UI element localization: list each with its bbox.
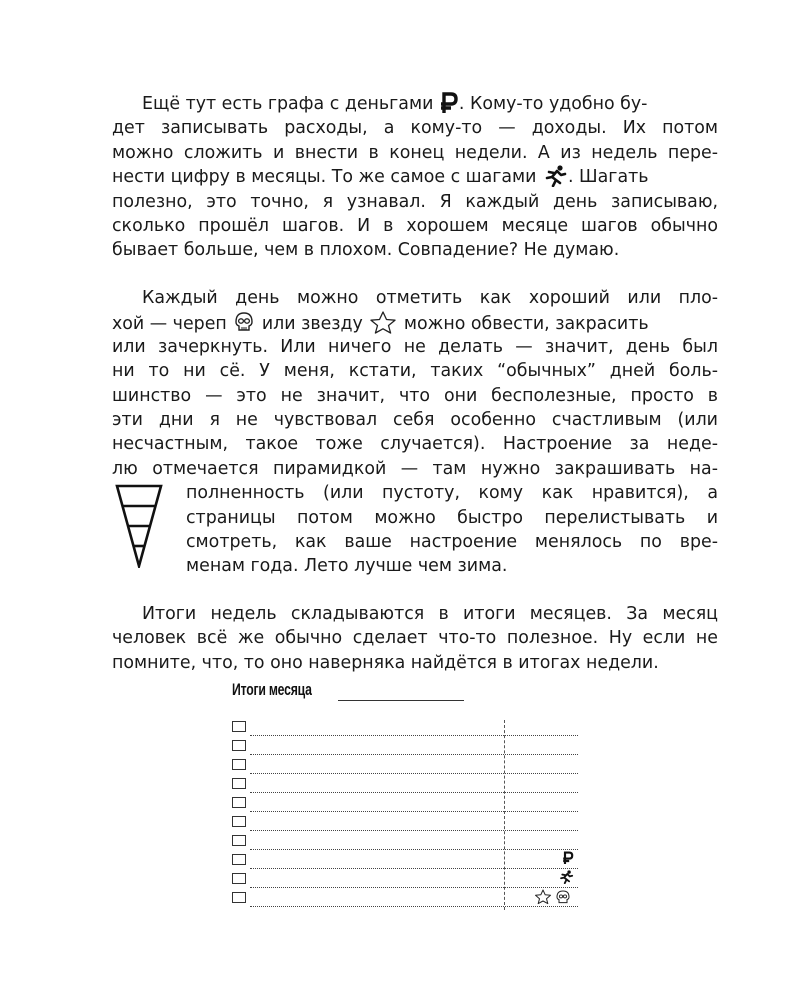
text-fragment: . Кому-то удобно бу- xyxy=(458,94,648,114)
text-line: помните, что, то оно наверняка найдётся в итогах недели. xyxy=(112,652,659,673)
form-title: Итоги месяца xyxy=(232,680,312,699)
writing-line[interactable] xyxy=(250,906,578,907)
text-fragment: Ещё тут есть графа с деньгами xyxy=(142,94,434,114)
checklist-row-steps xyxy=(232,869,578,888)
text-line: Каждый день можно отметить как хороший или пло- xyxy=(142,288,718,308)
star-skull-icons xyxy=(534,889,574,910)
text-line: шинство — это не значит, что они бесполезные, просто в xyxy=(112,385,718,406)
checklist-row xyxy=(232,755,578,774)
paragraph-day-marks xyxy=(112,286,718,579)
checkbox[interactable] xyxy=(232,721,246,732)
mood-pyramid-icon xyxy=(115,484,165,573)
checkbox[interactable] xyxy=(232,835,246,846)
text-line: можно сложить и внести в конец недели. А из недель пере- xyxy=(112,142,718,163)
text-line: ни то ни сё. У меня, кстати, таких “обычных” дней боль- xyxy=(112,361,718,382)
checklist-row xyxy=(232,831,578,850)
text-line: сколько прошёл шагов. И в хорошем месяце шагов обычно xyxy=(112,215,718,236)
checklist-row xyxy=(232,774,578,793)
checkbox[interactable] xyxy=(232,759,246,770)
checkbox[interactable] xyxy=(232,740,246,751)
text-line: Итоги недель складываются в итоги месяцев. За месяц xyxy=(142,604,718,624)
text-line xyxy=(112,92,718,116)
skull-icon xyxy=(557,891,569,903)
paragraph-money-steps xyxy=(112,92,718,263)
checklist-row-day-marks xyxy=(232,888,578,907)
text-line: человек всё же обычно сделает что-то полезное. Ну если не xyxy=(112,628,718,649)
text-line xyxy=(112,310,718,334)
text-line xyxy=(112,165,718,189)
checkbox[interactable] xyxy=(232,816,246,827)
text-line: полненность (или пустоту, кому как нравится), а xyxy=(186,483,718,504)
checklist-row xyxy=(232,717,578,736)
ruble-icon xyxy=(562,851,574,870)
checklist-row xyxy=(232,812,578,831)
running-man-icon xyxy=(558,870,574,889)
checklist-row xyxy=(232,736,578,755)
text-fragment: или звезду xyxy=(261,314,363,335)
text-line: или зачеркнуть. Или ничего не делать — значит, день был xyxy=(112,336,718,357)
star-icon xyxy=(536,890,551,904)
text-line: несчастным, такое тоже случается). Настроение за неде- xyxy=(112,434,718,455)
month-name-blank[interactable] xyxy=(338,700,464,701)
text-line: бывает больше, чем в плохом. Совпадение? Не думаю. xyxy=(112,240,620,261)
text-line: смотреть, как ваше настроение менялось по вре- xyxy=(186,531,718,552)
text-line: лю отмечается пирамидкой — там нужно закрашивать на- xyxy=(112,458,718,479)
text-fragment: можно обвести, закрасить xyxy=(403,314,649,335)
checklist-row xyxy=(232,793,578,812)
text-fragment: . Шагать xyxy=(568,167,649,188)
checkbox[interactable] xyxy=(232,854,246,865)
checkbox[interactable] xyxy=(232,797,246,808)
checkbox[interactable] xyxy=(232,892,246,903)
text-fragment: хой — череп xyxy=(112,314,227,335)
text-line: страницы потом можно быстро перелистывать и xyxy=(186,507,718,528)
checklist-row-money xyxy=(232,850,578,869)
checkbox[interactable] xyxy=(232,873,246,884)
text-line: полезно, это точно, я узнавал. Я каждый день записываю, xyxy=(112,191,718,212)
text-line: менам года. Лето лучше чем зима. xyxy=(186,556,508,577)
text-fragment: нести цифру в месяцы. То же самое с шагами xyxy=(112,167,537,188)
checkbox[interactable] xyxy=(232,778,246,789)
text-line: эти дни я не чувствовал себя особенно счастливым (или xyxy=(112,409,718,430)
paragraph-month-summary xyxy=(112,602,718,675)
month-summary-form xyxy=(228,680,580,912)
text-line: дет записывать расходы, а кому-то — доходы. Их потом xyxy=(112,118,718,139)
